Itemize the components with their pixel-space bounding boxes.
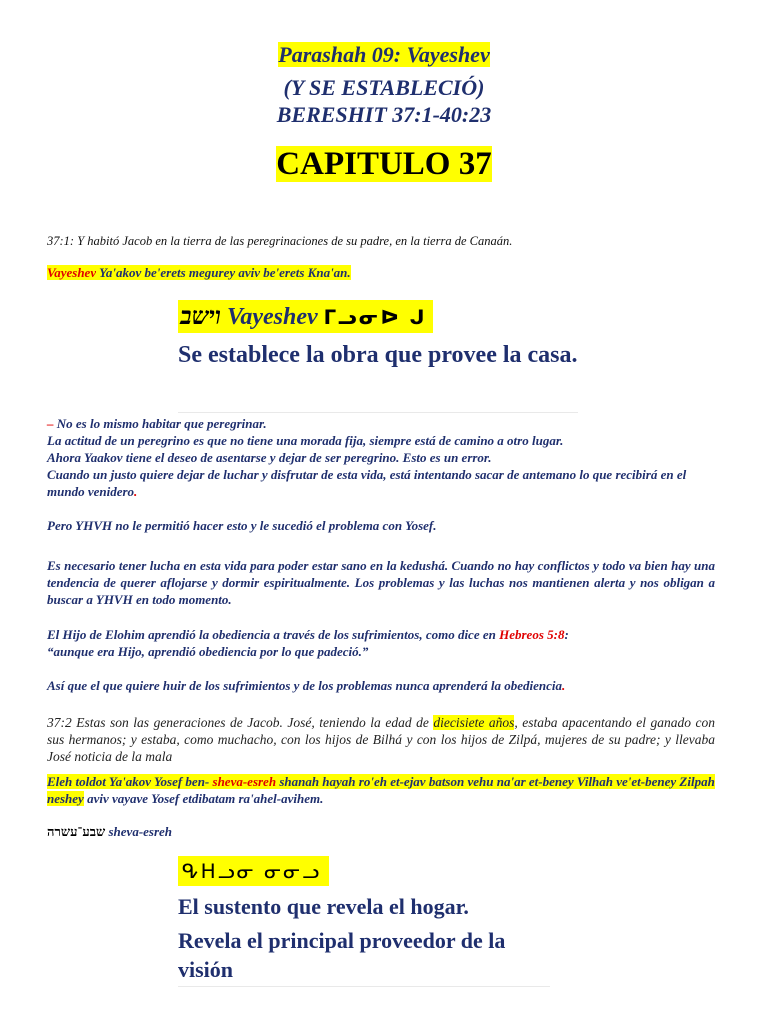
word-meaning-2b: Revela el principal proveedor de la visión [178, 928, 506, 982]
commentary-block: – No es lo mismo habitar que peregrinar. La actitud de un peregrino es que no tiene una morada fija, siempre está de camino a otro lugar. Ahora Yaakov tiene el deseo de asentarse y dejar de ser peregrino. Esto es un error. Cuando un justo quiere dejar de luchar y disfrutar de esta vida, está intentando sacar de antemano lo que recibirá en el mundo venidero. [47, 416, 687, 499]
word-banner [178, 300, 578, 333]
verse-37-2: 37:2 Estas son las generaciones de Jacob. José, teniendo la edad de diecisiete años, estaba apacentando el ganado con sus hermanos; y estaba, como muchacho, con los hijos de Bilhá y con los hijos de Zilpá, mujeres de su padre; y llevaba José noticia de la mala [47, 715, 716, 764]
hebrew-number-line: שבע־עשרה sheva-esreh [47, 824, 173, 840]
word-study-box-vayeshev [178, 292, 578, 413]
age-highlight: diecisiete años [433, 715, 515, 730]
word-meaning-2a: El sustento que revela el hogar. [178, 894, 469, 919]
transliterated-word: Vayeshev [227, 304, 318, 330]
verse-37-2-transliteration: Eleh toldot Ya'akov Yosef ben- sheva-esreh shanah hayah ro'eh et-ejav batson vehu na'ar et-beney Vilhah ve'et-beney Zilpah neshey aviv vayave Yosef etdibatam ra'ahel-avihem. [47, 774, 715, 806]
commentary-conclusion: Así que el que quiere huir de los sufrimientos y de los problemas nunca aprenderá la obediencia. [47, 678, 566, 693]
commentary-obedience: El Hijo de Elohim aprendió la obediencia a través de los sufrimientos, como dice en Hebreos 5:8: “aunque era Hijo, aprendió obediencia por lo que padeció.” [47, 626, 727, 660]
parashah-subtitle: (Y SE ESTABLECIÓ) [283, 75, 485, 100]
word-study-box-sheva-esreh [178, 852, 550, 987]
verse-37-1: 37:1: Y habitó Jacob en la tierra de las peregrinaciones de su padre, en la tierra de Canaán. [47, 234, 513, 248]
hebrew-word: וישב [180, 301, 221, 330]
scripture-quote: “aunque era Hijo, aprendió obediencia por lo que padeció.” [47, 644, 369, 659]
parashah-reference: BERESHIT 37:1-40:23 [276, 102, 492, 127]
chapter-heading: CAPITULO 37 [276, 146, 492, 182]
commentary-yhvh: Pero YHVH no le permitió hacer esto y le sucedió el problema con Yosef. [47, 518, 437, 533]
commentary-struggle: Es necesario tener lucha en esta vida para poder estar sano en la kedushá. Cuando no hay conflictos y todo va bien hay una tendencia de querer aflojarse y dormir espiritualmente. Los problemas y las luchas nos mantienen alerta y nos obligan a buscar a YHVH en todo momento. [47, 558, 715, 607]
parashah-title: Parashah 09: Vayeshev [278, 42, 490, 67]
hebrew-number: שבע־עשרה [47, 825, 106, 840]
paleo-hebrew-glyphs: ᒥᓗᓂᐅ ᒍ [323, 305, 427, 329]
word-meaning: Se establece la obra que provee la casa. [178, 342, 578, 368]
verse-37-1-transliteration: Vayeshev Ya'akov be'erets megurey aviv be'erets Kna'an. [47, 265, 351, 280]
scripture-reference: Hebreos 5:8 [499, 627, 565, 642]
paleo-hebrew-glyphs-2: ᕴᕼᓗᓂ ᓂᓂᓗ [178, 856, 329, 886]
